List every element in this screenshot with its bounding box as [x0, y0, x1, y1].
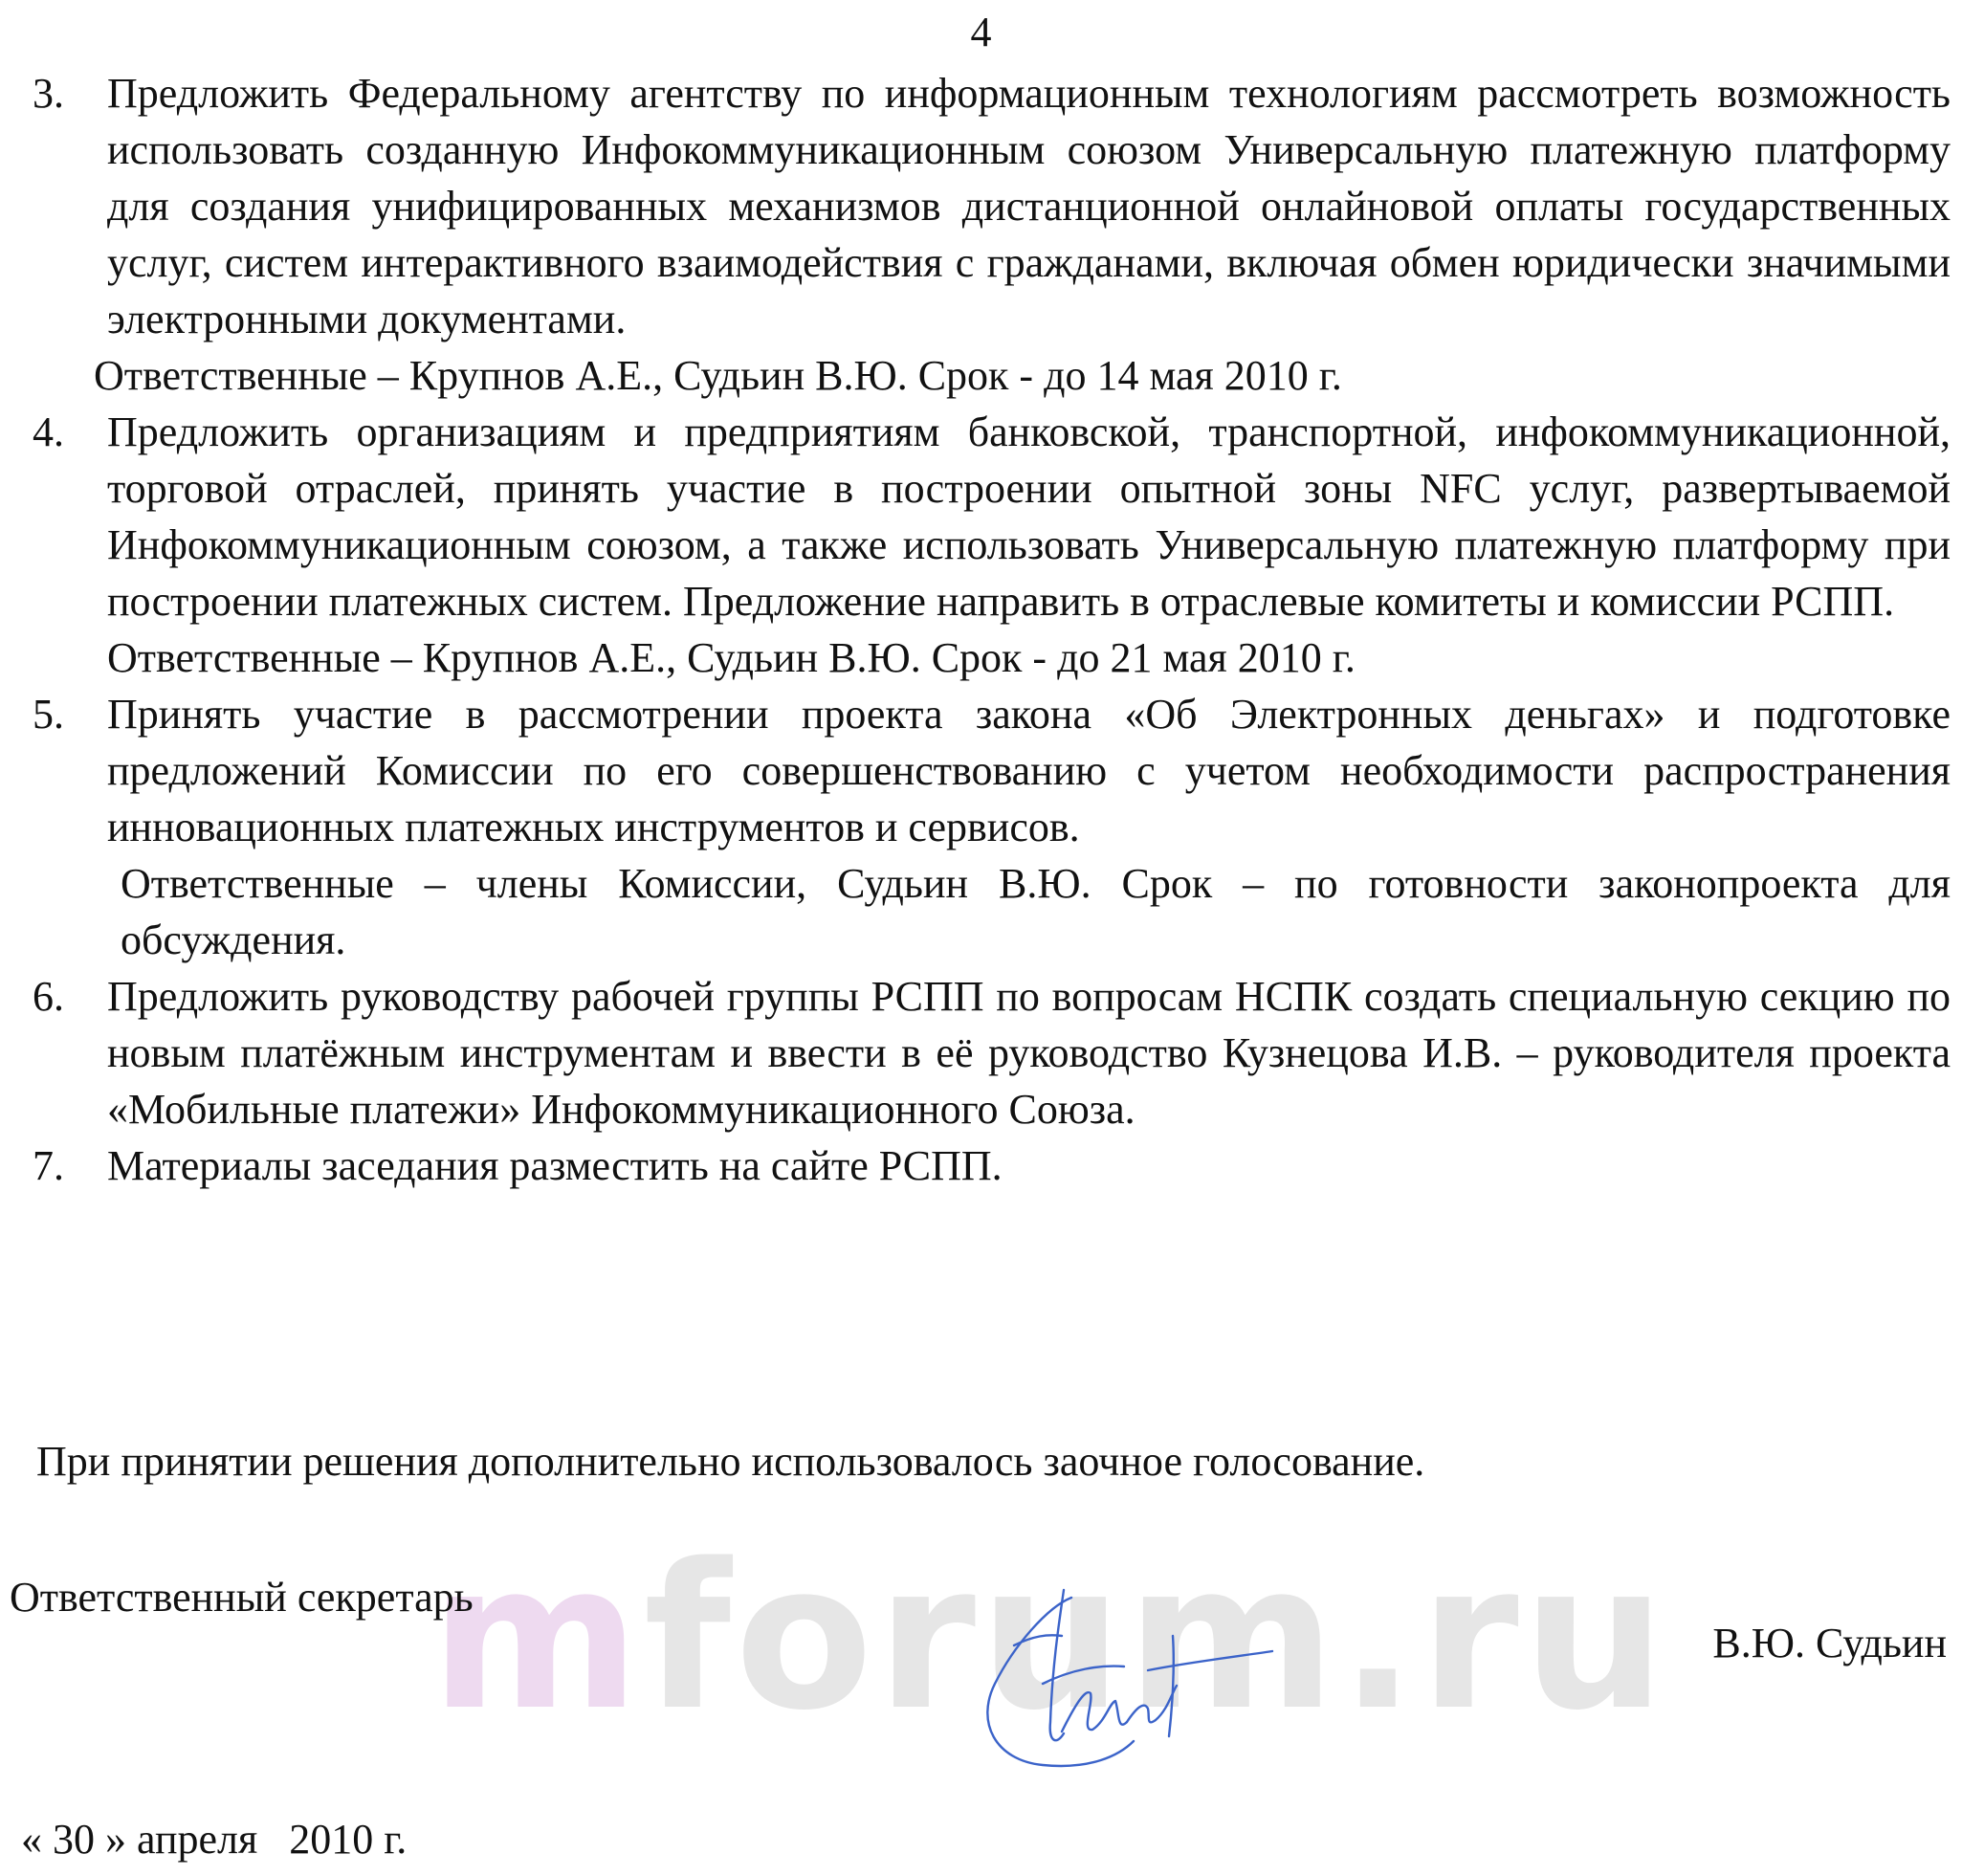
decision-item-3 [0, 65, 1951, 404]
item-text: Предложить руководству рабочей группы РСПП по вопросам НСПК создать специальную секцию по новым платёжным инструментам и ввести в её руководство Кузнецова И.В. – руководителя проекта «Мобильные платежи» Инфокоммуникационного Союза. [107, 973, 1951, 1133]
decision-item-6 [0, 968, 1951, 1137]
signature-block [0, 1520, 1962, 1770]
item-text: Материалы заседания разместить на сайте РСПП. [107, 1142, 1003, 1189]
decision-list [0, 65, 1962, 1194]
item-number: 7. [33, 1142, 64, 1189]
document-date: « 30 » апреля 2010 г. [21, 1816, 408, 1863]
item-text: Принять участие в рассмотрении проекта закона «Об Электронных деньгах» и подготовке предложений Комиссии по его совершенствованию с учетом необходимости распространения инновационных платежных инструментов и сервисов. [107, 691, 1951, 850]
item-number: 4. [33, 408, 64, 455]
decision-item-7 [0, 1137, 1951, 1194]
item-text: Предложить организациям и предприятиям банковской, транспортной, инфокоммуникационной, торговой отраслей, принять участие в построении опытной зоны NFC услуг, развертываемой Инфокоммуникационным союзом, а также использовать Универсальную платежную платформу при построении платежных систем. Предложение направить в отраслевые комитеты и комиссии РСПП. [107, 408, 1951, 625]
decision-item-4 [0, 404, 1951, 686]
item-responsible: Ответственные – Крупнов А.Е., Судьин В.Ю. Срок - до 21 мая 2010 г. [107, 634, 1356, 681]
item-responsible: Ответственные – члены Комиссии, Судьин В.Ю. Срок – по готовности законопроекта для обсуждения. [121, 860, 1951, 963]
absentee-vote-note: При принятии решения дополнительно использовалось заочное голосование. [36, 1438, 1425, 1485]
secretary-title: Ответственный секретарь [10, 1574, 474, 1621]
handwritten-signature [957, 1578, 1282, 1779]
item-text: Предложить Федеральному агентству по информационным технологиям рассмотреть возможность использовать созданную Инфокоммуникационным союзом Универсальную платежную платформу для создания унифицированных механизмов дистанционной онлайновой оплаты государственных услуг, систем интерактивного взаимодействия с гражданами, включая обмен юридически значимыми электронными документами. [107, 70, 1951, 342]
item-number: 6. [33, 973, 64, 1020]
watermark-text: forum.ru [643, 1520, 1670, 1755]
item-responsible: Ответственные – Крупнов А.Е., Судьин В.Ю. Срок - до 14 мая 2010 г. [94, 352, 1342, 399]
item-number: 5. [33, 691, 64, 738]
secretary-name: В.Ю. Судьин [1712, 1620, 1947, 1666]
decision-item-5 [0, 686, 1951, 968]
page-number: 4 [970, 9, 992, 55]
item-number: 3. [33, 70, 64, 117]
watermark-m: m [430, 1520, 644, 1755]
